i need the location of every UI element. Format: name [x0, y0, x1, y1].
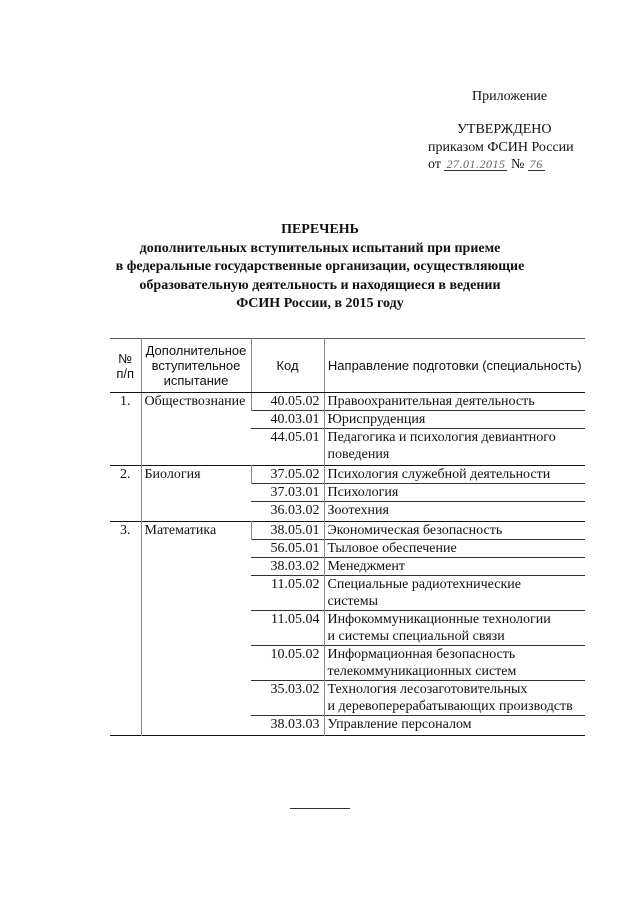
specialty-name-line: Психология служебной деятельности — [327, 467, 551, 482]
specialty-code: 38.03.03 — [270, 717, 320, 732]
title-heading: ПЕРЕЧЕНЬ — [281, 222, 359, 237]
title-line-4: ФСИН России, в 2015 году — [236, 296, 404, 311]
date-prefix: от — [428, 157, 441, 172]
specialty-name-line: Психология — [327, 485, 399, 500]
specialty-code: 37.03.01 — [270, 485, 320, 500]
approved-stamp-text: УТВЕРЖДЕНО — [457, 122, 552, 137]
order-date-line — [428, 158, 545, 172]
order-number-handwritten: 76 — [529, 157, 543, 171]
title-line-3: образовательную деятельность и находящиеся в ведении — [139, 277, 501, 293]
specialty-name — [324, 522, 585, 540]
specialty-name — [324, 411, 585, 429]
specialty-name — [324, 646, 585, 681]
specialty-name-line-2: телекоммуникационных систем — [327, 664, 517, 679]
exam-subject: Математика — [141, 522, 251, 736]
header-num: № п/п — [110, 339, 141, 393]
specialty-name-line: Инфокоммуникационные технологии — [327, 612, 551, 627]
exams-table-wrapper — [110, 338, 585, 736]
header-subject: Дополнительное вступительное испытание — [141, 339, 251, 393]
specialty-code: 40.03.01 — [270, 412, 320, 427]
specialty-name-line: Управление персоналом — [327, 717, 472, 732]
specialty-code: 38.05.01 — [251, 522, 324, 540]
specialty-code: 36.03.02 — [270, 503, 320, 518]
specialty-name-line: Информационная безопасность — [327, 647, 516, 662]
title-line-1: дополнительных вступительных испытаний при приеме — [139, 240, 501, 256]
footer-divider — [290, 808, 350, 809]
specialty-name-line: Педагогика и психология девиантного — [327, 430, 556, 445]
exam-subject: Обществознание — [141, 393, 251, 466]
specialty-code: 10.05.02 — [270, 647, 320, 662]
order-date-handwritten: 27.01.2015 — [446, 157, 506, 171]
specialty-name-line: Технология лесозаготовительных — [327, 682, 528, 697]
table-row — [110, 522, 585, 540]
specialty-name — [324, 681, 585, 716]
specialty-code: 37.05.02 — [251, 466, 324, 484]
specialty-code: 38.03.02 — [270, 559, 320, 574]
specialty-name-line: Экономическая безопасность — [327, 523, 503, 538]
specialty-name — [324, 393, 585, 411]
specialty-name — [324, 576, 585, 611]
specialty-name-line-2: поведения — [327, 447, 390, 462]
row-number: 2. — [120, 467, 131, 482]
specialty-name-line: Правоохранительная деятельность — [327, 394, 535, 409]
specialty-name — [324, 716, 585, 736]
number-sign: № — [510, 157, 525, 172]
specialty-name — [324, 429, 585, 466]
specialty-code: 11.05.02 — [271, 577, 320, 592]
table-row — [110, 393, 585, 411]
table-body — [110, 393, 585, 736]
specialty-name-line: Специальные радиотехнические — [327, 577, 521, 592]
exam-subject: Биология — [141, 466, 251, 522]
specialty-code: 56.05.01 — [270, 541, 320, 556]
specialty-code: 40.05.02 — [251, 393, 324, 411]
order-line: приказом ФСИН России — [428, 140, 574, 155]
exams-table — [110, 338, 585, 736]
specialty-name-line-2: и системы специальной связи — [327, 629, 505, 644]
document-title — [60, 221, 580, 314]
specialty-name-line: Юриспруденция — [327, 412, 426, 427]
specialty-name — [324, 484, 585, 502]
specialty-name — [324, 502, 585, 522]
annex-label: Приложение — [472, 89, 548, 104]
row-number: 3. — [120, 523, 131, 538]
header-code: Код — [251, 339, 324, 393]
specialty-name — [324, 466, 585, 484]
specialty-name-line-2: системы — [327, 594, 379, 609]
specialty-name-line: Менеджмент — [327, 559, 405, 574]
specialty-code: 11.05.04 — [271, 612, 320, 627]
specialty-name — [324, 540, 585, 558]
specialty-name — [324, 611, 585, 646]
table-header-row — [110, 339, 585, 393]
title-line-2: в федеральные государственные организации, осуществляющие — [115, 259, 525, 274]
header-direction: Направление подготовки (специальность) — [324, 339, 585, 393]
specialty-code: 44.05.01 — [270, 430, 320, 445]
specialty-name-line-2: и деревоперерабатывающих производств — [327, 699, 573, 714]
row-number: 1. — [120, 394, 131, 409]
specialty-name — [324, 558, 585, 576]
specialty-code: 35.03.02 — [270, 682, 320, 697]
table-row — [110, 466, 585, 484]
specialty-name-line: Зоотехния — [327, 503, 389, 518]
specialty-name-line: Тыловое обеспечение — [327, 541, 457, 556]
